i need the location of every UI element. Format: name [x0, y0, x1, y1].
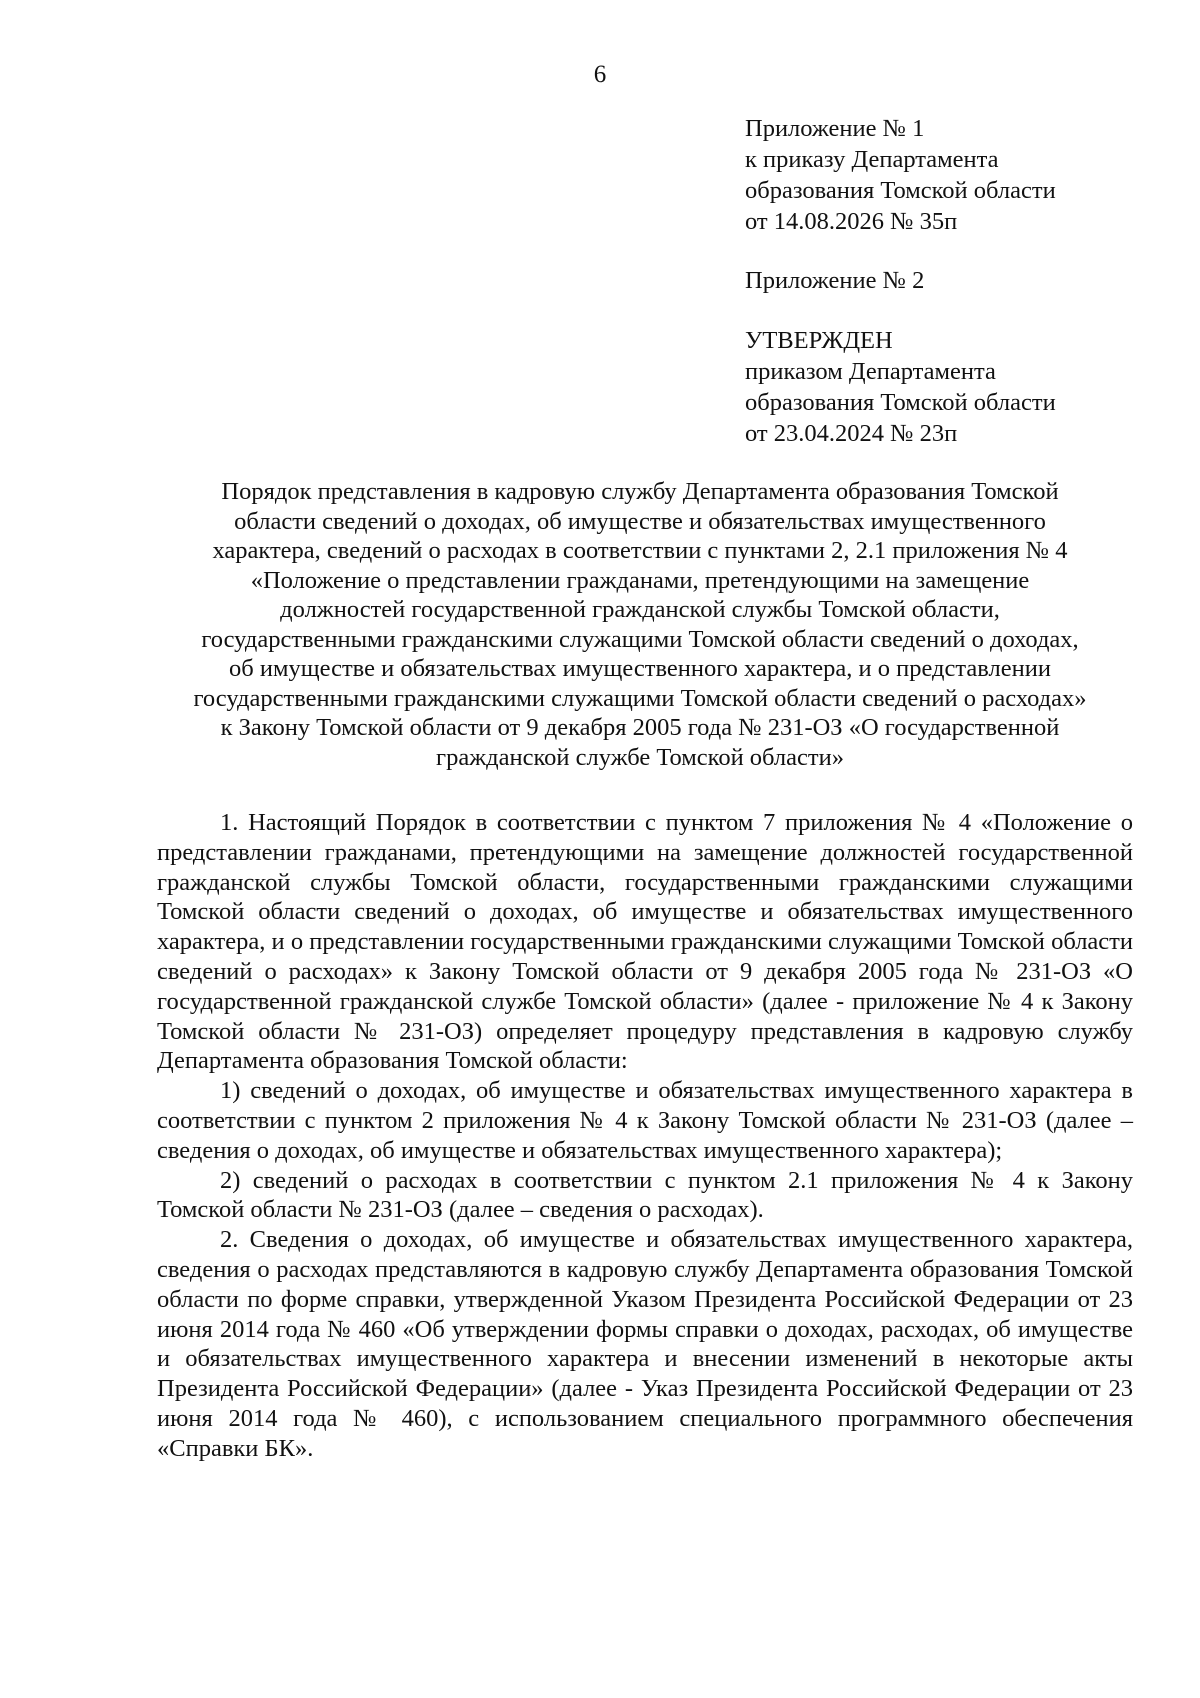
- paragraph-1-item-2: 2) сведений о расходах в соответствии с пунктом 2.1 приложения № 4 к Закону Томской области № 231-ОЗ (далее – сведения о расходах).: [157, 1166, 1133, 1224]
- approved-line: образования Томской области: [745, 389, 1056, 416]
- title-line: характера, сведений о расходах в соответствии с пунктами 2, 2.1 приложения № 4: [212, 537, 1068, 564]
- appendix-1-line: Приложение № 1: [745, 115, 925, 142]
- appendix-1-header: [745, 113, 1165, 237]
- title-line: гражданской службе Томской области»: [436, 743, 844, 771]
- document-title: [150, 477, 1130, 772]
- paragraph-2: 2. Сведения о доходах, об имуществе и обязательствах имущественного характера, сведения о расходах представляются в кадровую службу Департамента образования Томской области по форме справки, утвержденной Указом Президента Российской Федерации от 23 июня 2014 года № 460 «Об утверждении формы справки о доходах, расходах, об имуществе и обязательствах имущественного характера и внесении изменений в некоторые акты Президента Российской Федерации» (далее - Указ Президента Российской Федерации от 23 июня 2014 года № 460), с использованием специального программного обеспечения «Справки БК».: [157, 1226, 1133, 1462]
- title-line: к Закону Томской области от 9 декабря 2005 года № 231-ОЗ «О государственной: [220, 714, 1060, 741]
- paragraph-1: 1. Настоящий Порядок в соответствии с пунктом 7 приложения № 4 «Положение о представлении гражданами, претендующими на замещение должностей государственной гражданской службы Томской области, государственными гражданскими служащими Томской области сведений о доходах, об имуществе и обязательствах имущественного характера, и о представлении государственными гражданскими служащими Томской области сведений о расходах» к Закону Томской области от 9 декабря 2005 года № 231-ОЗ «О государственной гражданской службе Томской области» (далее - приложение № 4 к Закону Томской области № 231-ОЗ) определяет процедуру представления в кадровую службу Департамента образования Томской области:: [157, 809, 1133, 1075]
- appendix-1-line: образования Томской области: [745, 177, 1056, 204]
- title-line: государственными гражданскими служащими Томской области сведений о расходах»: [193, 684, 1087, 712]
- title-line: должностей государственной гражданской службы Томской области,: [280, 596, 1000, 623]
- title-line: Порядок представления в кадровую службу Департамента образования Томской: [221, 478, 1059, 505]
- title-line: «Положение о представлении гражданами, претендующими на замещение: [250, 566, 1030, 594]
- approved-line: от 23.04.2024 № 23п: [745, 420, 958, 447]
- approved-line: приказом Департамента: [745, 358, 996, 385]
- approved-header: [745, 325, 1165, 449]
- appendix-1-line: к приказу Департамента: [745, 146, 999, 173]
- title-line: области сведений о доходах, об имуществе и обязательствах имущественного: [234, 507, 1046, 535]
- page-number: 6: [593, 61, 607, 88]
- paragraph-1-item-1: 1) сведений о доходах, об имуществе и обязательствах имущественного характера в соответствии с пунктом 2 приложения № 4 к Закону Томской области № 231-ОЗ (далее – сведения о доходах, об имуществе и обязательствах имущественного характера);: [157, 1077, 1133, 1164]
- title-line: об имуществе и обязательствах имущественного характера, и о представлении: [229, 655, 1051, 682]
- title-line: государственными гражданскими служащими Томской области сведений о доходах,: [201, 625, 1079, 653]
- appendix-2-label: Приложение № 2: [745, 267, 925, 294]
- approved-line: УТВЕРЖДЕН: [745, 327, 893, 354]
- document-body: [157, 808, 1133, 1464]
- appendix-2-header: [745, 265, 1165, 296]
- appendix-1-line: от 14.08.2026 № 35п: [745, 208, 958, 235]
